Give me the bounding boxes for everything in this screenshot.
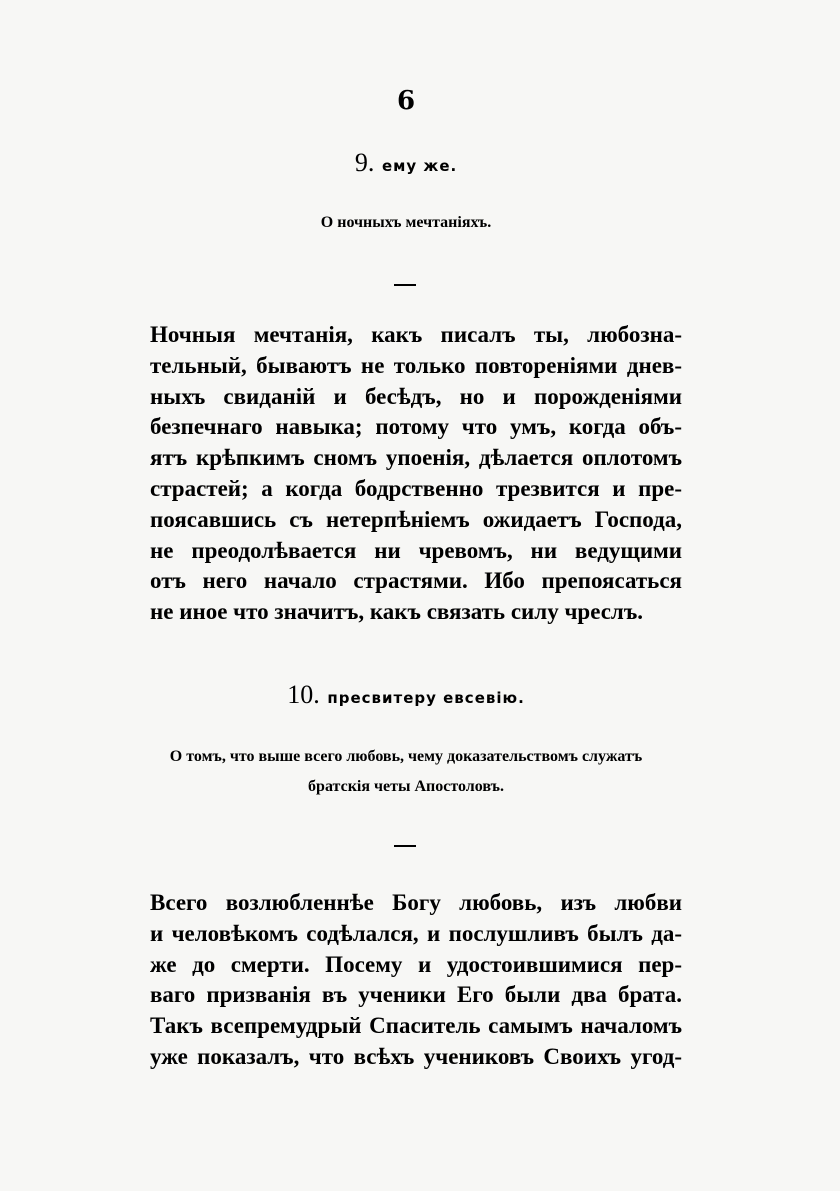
section-9-subtitle-line: О ночныхъ мечтаніяхъ. — [320, 214, 492, 231]
text-line: ныхъ свиданій и бесѣдъ, но и порожденіями — [150, 383, 682, 409]
text-line: Такъ всепремудрый Спаситель самымъ началомъ — [150, 1013, 682, 1039]
section-10-heading — [0, 680, 812, 710]
text-line: страстей; а когда бодрственно трезвится и пре- — [150, 475, 682, 501]
section-9-divider — [394, 284, 416, 286]
text-line: не преодолѣвается ни чревомъ, ни ведущими — [150, 537, 682, 563]
text-line: поясавшись съ нетерпѣніемъ ожидаетъ Господа, — [150, 506, 682, 532]
section-10-subtitle — [0, 742, 812, 802]
section-10-divider — [394, 845, 416, 847]
section-9-number: 9. — [354, 148, 375, 177]
text-line: ваго призванія въ ученики Его были два брата. — [150, 982, 682, 1008]
section-9-title: ему же. — [381, 157, 458, 175]
text-line: тельный, бываютъ не только повтореніями днев- — [150, 352, 682, 378]
text-line: и человѣкомъ содѣлался, и послушливъ былъ да- — [150, 920, 682, 946]
section-10-subtitle-line: О томъ, что выше всего любовь, чему доказательствомъ служатъ — [169, 748, 643, 765]
text-line: не иное что значитъ, какъ связать силу чреслъ. — [150, 599, 643, 625]
section-9-paragraph — [150, 320, 682, 628]
text-line: ятъ крѣпкимъ сномъ упоенія, дѣлается оплотомъ — [150, 445, 682, 471]
section-9-heading — [0, 148, 812, 178]
text-line: Всего возлюбленнѣе Богу любовь, изъ любви — [150, 890, 682, 915]
text-line: Ночныя мечтанія, какъ писалъ ты, любозна- — [150, 322, 682, 347]
section-10-number: 10. — [287, 680, 320, 709]
text-line: отъ него начало страстями. Ибо препоясаться — [150, 568, 682, 594]
section-10-paragraph — [150, 888, 682, 1073]
page-number: 6 — [396, 86, 416, 116]
text-line: же до смерти. Посему и удостоившимися пер- — [150, 951, 682, 977]
section-10-subtitle-line: братскія четы Апостоловъ. — [308, 778, 504, 795]
section-10-title: пресвитеру евсевію. — [327, 689, 525, 707]
text-line: безпечнаго навыка; потому что умъ, когда объ- — [150, 414, 682, 440]
text-line: уже показалъ, что всѣхъ учениковъ Своихъ угод- — [150, 1043, 682, 1069]
section-9-subtitle — [0, 208, 812, 238]
